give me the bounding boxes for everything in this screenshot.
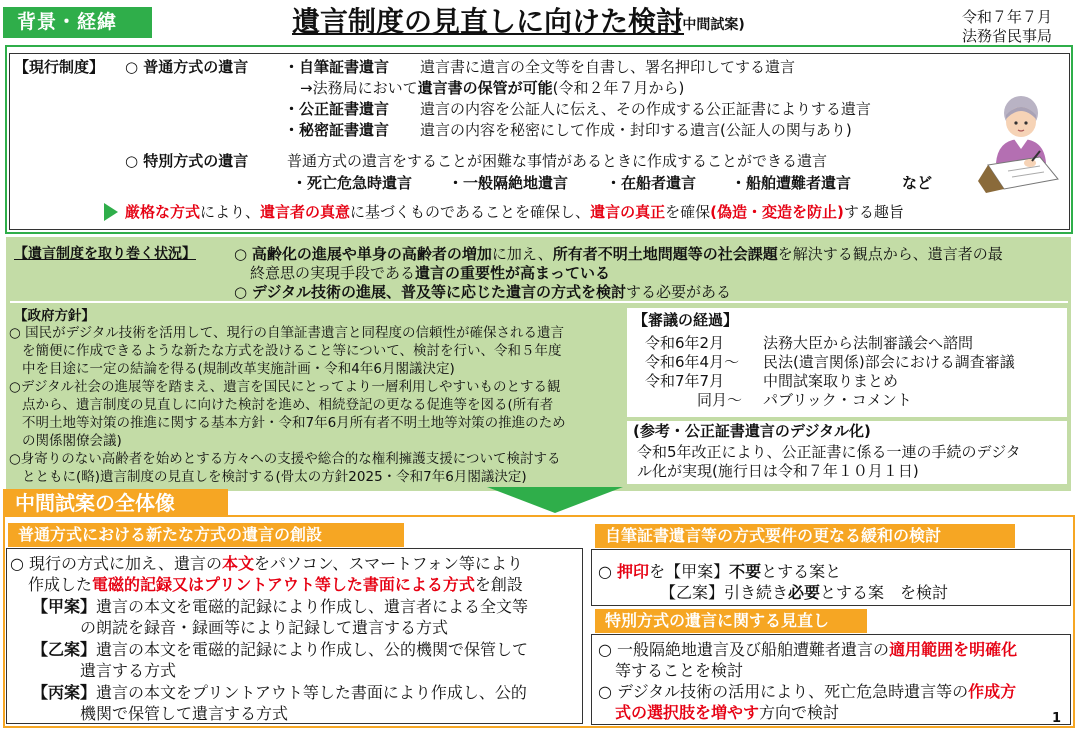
purpose-statement: 厳格な方式により、遺言者の真意に基づくものであることを確保し、遺言の真正を確保(偽造・変造を防止)する趣旨	[125, 203, 904, 221]
kou-proposal-cont: の朗読を録音・録画等により記録して遺言する方式	[80, 618, 449, 637]
page-title: 遺言制度の見直しに向けた検討	[292, 5, 685, 38]
status-line-3: ○ デジタル技術の進展、普及等に応じた遺言の方式を検討する必要がある	[234, 283, 731, 301]
special-method-desc: 普通方式の遺言をすることが困難な事情があるときに作成することができる遺言	[287, 152, 828, 170]
kosei-name: ・公正証書遺言	[284, 100, 390, 118]
digital-line-2: ル化が実現(施行日は令和７年１０月１日)	[637, 462, 919, 480]
gov-line: ○身寄りのない高齢者を始めとする方々への支援や総合的な権利擁護支援について検討する	[9, 451, 561, 467]
gov-line: とともに(略)遺言制度の見直しを検討する(骨太の方針2025・令和7年6月閣議決定)	[22, 469, 527, 485]
organization-label: 法務省民事局	[962, 27, 1053, 45]
date-label: 令和７年７月	[962, 8, 1053, 26]
elderly-woman-writing-icon	[978, 93, 1066, 193]
gov-line: 点から、遺言制度の見直しに向けた検討を進め、相続登記の更なる促進等を図る(所有者	[22, 397, 554, 413]
relaxation-line-2: 【乙案】引き続き必要とする案 を検討	[660, 583, 949, 602]
special-item: ・船舶遭難者遺言	[731, 174, 852, 192]
jihitsu-desc: 遺言書に遺言の全文等を自書し、署名押印してする遺言	[420, 58, 796, 76]
special-item: など	[902, 174, 933, 192]
gov-line: ○ 国民がデジタル技術を活用して、現行の自筆証書遺言と同程度の信頼性が確保される遺言	[9, 325, 564, 341]
special-item: ・死亡危急時遺言	[292, 174, 413, 192]
new-method-line-1: ○ 現行の方式に加え、遺言の本文をパソコン、スマートフォン等により	[10, 554, 523, 573]
relaxation-line-1: ○ 押印を【甲案】不要とする案と	[598, 562, 842, 581]
review-text: 民法(遺言関係)部会における調査審議	[763, 353, 1015, 371]
review-text: 中間試案取りまとめ	[763, 372, 899, 390]
review-date: 令和7年7月	[645, 372, 725, 390]
government-policy-label: 【政府方針】	[14, 308, 95, 324]
review-date: 令和6年2月	[645, 334, 725, 352]
jihitsu-name: ・自筆証書遺言	[284, 58, 390, 76]
page-title-sub: (中間試案)	[676, 17, 745, 33]
page-number: 1	[1052, 711, 1062, 726]
down-arrow-icon	[487, 487, 623, 513]
otsu-proposal: 【乙案】遺言の本文を電磁的記録により作成し、公的機関で保管して	[32, 640, 529, 659]
review-date: 令和6年4月〜	[645, 353, 740, 371]
overview-tab: 中間試案の全体像	[3, 489, 228, 517]
himitsu-desc: 遺言の内容を秘密にして作成・封印する遺言(公証人の関与あり)	[420, 121, 852, 139]
special-review-line-2: 等することを検討	[615, 661, 744, 680]
status-label: 【遺言制度を取り巻く状況】	[14, 246, 196, 262]
special-review-line-4: 式の選択肢を増やす方向で検討	[615, 703, 840, 722]
kou-proposal: 【甲案】遺言の本文を電磁的記録により作成し、遺言者による全文等	[32, 597, 529, 616]
gov-line: 不明土地等対策の推進に関する基本方針・令和7年6月所有者不明土地等対策の推進のため	[22, 415, 566, 431]
review-text: パブリック・コメント	[763, 391, 912, 409]
special-method-title: ○ 特別方式の遺言	[125, 152, 249, 170]
hei-proposal-cont: 機関で保管して遺言する方式	[80, 704, 289, 723]
ordinary-method-title: ○ 普通方式の遺言	[125, 58, 249, 76]
jihitsu-arrow: →法務局において遺言書の保管が可能(令和２年７月から)	[300, 79, 685, 97]
review-date: 同月〜	[697, 391, 743, 409]
kosei-desc: 遺言の内容を公証人に伝え、その作成する公正証書によりする遺言	[420, 100, 871, 118]
special-review-line-1: ○ 一般隔絶地遺言及び船舶遭難者遺言の適用範囲を明確化	[598, 640, 1018, 659]
status-line-1: ○ 高齢化の進展や単身の高齢者の増加に加え、所有者不明土地問題等の社会課題を解決する観点から、遺言者の最	[234, 245, 1003, 263]
new-method-line-2: 作成した電磁的記録又はプリントアウト等した書面による方式を創設	[28, 575, 523, 594]
special-item: ・一般隔絶地遺言	[448, 174, 569, 192]
otsu-proposal-cont: 遺言する方式	[80, 661, 177, 680]
gov-line: ○デジタル社会の進展等を踏まえ、遺言を国民にとってより一層利用しやすいものとする観	[9, 379, 561, 395]
himitsu-name: ・秘密証書遺言	[284, 121, 390, 139]
digital-line-1: 令和5年改正により、公正証書に係る一連の手続のデジタ	[637, 443, 1021, 461]
green-triangle-icon	[104, 203, 118, 221]
gov-line: の関係閣僚会議)	[22, 433, 122, 449]
review-text: 法務大臣から法制審議会へ諮問	[763, 334, 974, 352]
relaxation-tab: 自筆証書遺言等の方式要件の更なる緩和の検討	[595, 524, 1015, 548]
gov-line: 中を目途に一定の結論を得る(規制改革実施計画・令和4年6月閣議決定)	[22, 361, 455, 377]
current-system-label: 【現行制度】	[14, 58, 105, 76]
new-method-tab: 普通方式における新たな方式の遺言の創設	[8, 523, 404, 547]
section-tab-background: 背景・経緯	[3, 7, 152, 38]
review-label: 【審議の経過】	[633, 311, 739, 329]
status-line-2: 終意思の実現手段である遺言の重要性が高まっている	[250, 264, 611, 282]
gov-line: を簡便に作成できるような新たな方式を設けること等について、検討を行い、令和５年度	[22, 343, 562, 359]
special-review-line-3: ○ デジタル技術の活用により、死亡危急時遺言等の作成方	[598, 682, 1017, 701]
special-item: ・在船者遺言	[606, 174, 697, 192]
special-review-tab: 特別方式の遺言に関する見直し	[595, 609, 867, 633]
digital-label: (参考・公正証書遺言のデジタル化)	[633, 422, 871, 440]
hei-proposal: 【丙案】遺言の本文をプリントアウト等した書面により作成し、公的	[32, 683, 527, 702]
